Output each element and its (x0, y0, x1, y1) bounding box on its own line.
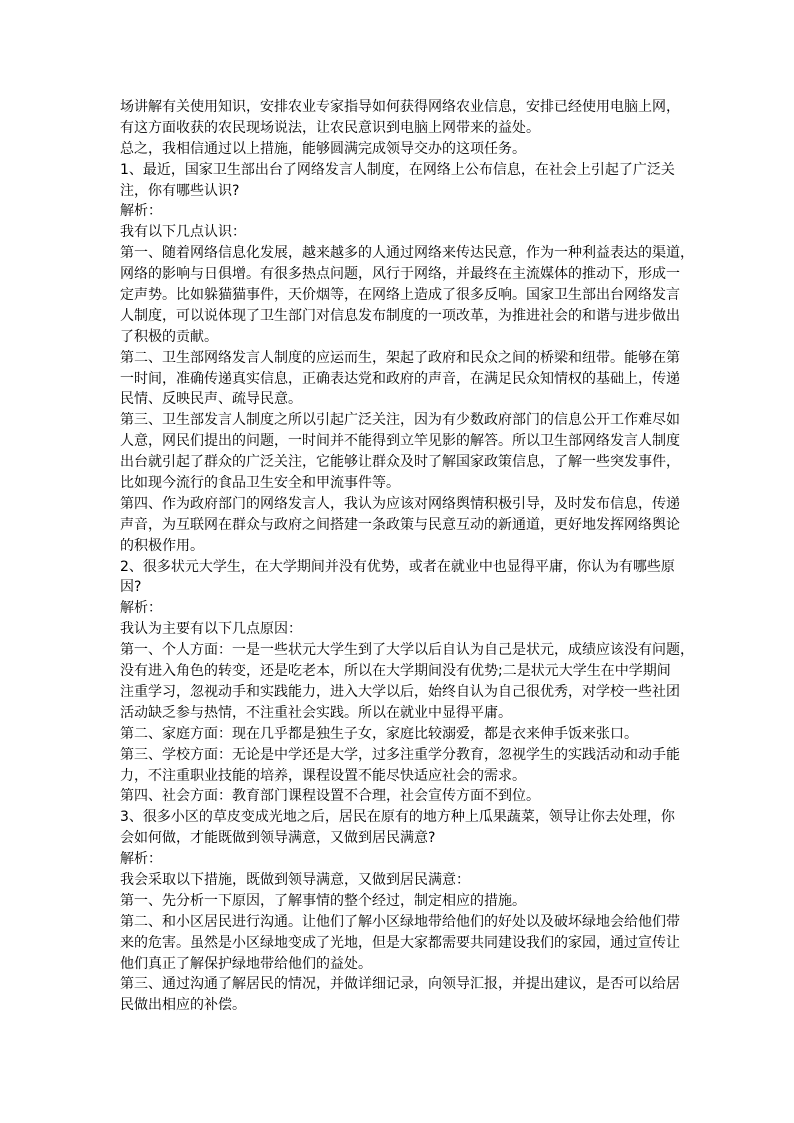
text-line: 力，不注重职业技能的培养，课程设置不能尽快适应社会的需求。 (120, 767, 526, 784)
text-line: 活动缺乏参与热情，不注重社会实践。所以在就业中显得平庸。 (120, 704, 512, 721)
text-line: 了积极的贡献。 (120, 328, 218, 345)
text-line: 出台就引起了群众的广泛关注，它能够让群众及时了解国家政策信息，了解一些突发事件， (120, 454, 680, 471)
text-line: 2、很多状元大学生，在大学期间并没有优势，或者在就业中也显得平庸，你认为有哪些原 (120, 558, 675, 575)
text-line: 解析： (120, 203, 162, 220)
text-line: 会如何做，才能既做到领导满意，又做到居民满意? (120, 830, 436, 847)
text-line: 第二、和小区居民进行沟通。让他们了解小区绿地带给他们的好处以及破坏绿地会给他们带 (120, 913, 680, 930)
text-line: 比如现今流行的食品卫生安全和甲流事件等。 (120, 475, 400, 492)
text-line: 解析： (120, 851, 162, 868)
text-line: 第二、卫生部网络发言人制度的应运而生，架起了政府和民众之间的桥梁和纽带。能够在第 (120, 349, 680, 366)
text-line: 第一、个人方面：一是一些状元大学生到了大学以后自认为自己是状元，成绩应该没有问题， (120, 642, 694, 659)
text-line: 第二、家庭方面：现在几乎都是独生子女，家庭比较溺爱，都是衣来伸手饭来张口。 (120, 725, 638, 742)
text-line: 声音，为互联网在群众与政府之间搭建一条政策与民意互动的新通道，更好地发挥网络舆论 (120, 516, 680, 533)
text-line: 有这方面收获的农民现场说法，让农民意识到电脑上网带来的益处。 (120, 119, 540, 136)
text-line: 定声势。比如躲猫猫事件，天价烟等，在网络上造成了很多反响。国家卫生部出台网络发言 (120, 287, 680, 304)
text-line: 我有以下几点认识： (120, 224, 246, 241)
text-line: 第三、卫生部发言人制度之所以引起广泛关注，因为有少数政府部门的信息公开工作难尽如 (120, 412, 680, 429)
text-line: 第三、通过沟通了解居民的情况，并做详细记录，向领导汇报，并提出建议，是否可以给居 (120, 976, 680, 993)
document-page (120, 97, 720, 1016)
text-line: 网络的影响与日俱增。有很多热点问题，风行于网络，并最终在主流媒体的推动下，形成一 (120, 266, 680, 283)
text-line: 场讲解有关使用知识，安排农业专家指导如何获得网络农业信息，安排已经使用电脑上网， (120, 99, 680, 115)
text-line: 没有进入角色的转变，还是吃老本，所以在大学期间没有优势;二是状元大学生在中学期间 (120, 663, 671, 680)
text-line: 人制度，可以说体现了卫生部门对信息发布制度的一项改革，为推进社会的和谐与进步做出 (120, 307, 680, 324)
text-line: 注重学习，忽视动手和实践能力，进入大学以后，始终自认为自己很优秀，对学校一些社团 (120, 683, 680, 700)
text-line: 我认为主要有以下几点原因： (120, 621, 302, 638)
text-line: 注，你有哪些认识? (120, 182, 240, 199)
text-line: 第三、学校方面：无论是中学还是大学，过多注重学分教育，忽视学生的实践活动和动手能 (120, 746, 680, 763)
text-line: 一时间，准确传递真实信息，正确表达党和政府的声音，在满足民众知情权的基础上，传递 (120, 370, 680, 387)
text-line: 总之，我相信通过以上措施，能够圆满完成领导交办的这项任务。 (120, 140, 526, 157)
text-line: 我会采取以下措施，既做到领导满意，又做到居民满意： (120, 871, 470, 888)
text-line: 解析： (120, 600, 162, 617)
text-line: 第四、社会方面：教育部门课程设置不合理，社会宣传方面不到位。 (120, 788, 540, 805)
text-line: 第四、作为政府部门的网络发言人，我认为应该对网络舆情积极引导，及时发布信息，传递 (120, 495, 680, 512)
text-line: 第一、随着网络信息化发展，越来越多的人通过网络来传达民意，作为一种利益表达的渠道， (120, 245, 694, 262)
text-line: 的积极作用。 (120, 537, 204, 554)
text-line: 来的危害。虽然是小区绿地变成了光地，但是大家都需要共同建设我们的家园，通过宣传让 (120, 934, 680, 951)
text-line: 第一、先分析一下原因，了解事情的整个经过，制定相应的措施。 (120, 892, 526, 909)
text-line: 3、很多小区的草皮变成光地之后，居民在原有的地方种上瓜果蔬菜，领导让你去处理，你 (120, 809, 675, 826)
text-line: 他们真正了解保护绿地带给他们的益处。 (120, 955, 372, 972)
text-line: 民情、反映民声、疏导民意。 (120, 391, 302, 408)
text-line: 1、最近，国家卫生部出台了网络发言人制度，在网络上公布信息，在社会上引起了广泛关 (120, 161, 675, 178)
text-line: 因? (120, 579, 142, 596)
text-line: 民做出相应的补偿。 (120, 997, 246, 1014)
text-line: 人意，网民们提出的问题，一时间并不能得到立竿见影的解答。所以卫生部网络发言人制度 (120, 433, 680, 450)
